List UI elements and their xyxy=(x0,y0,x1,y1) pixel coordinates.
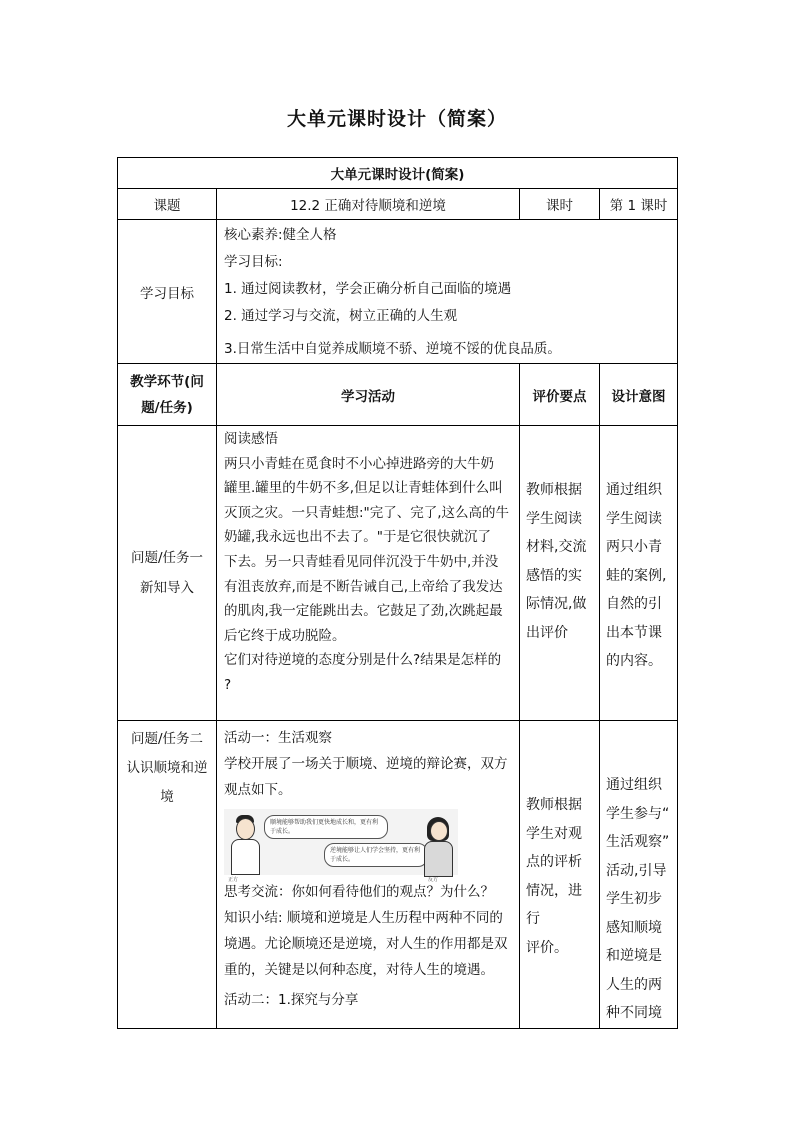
period-value: 第 1 课时 xyxy=(600,189,678,220)
task1-stage: 问题/任务一 新知导入 xyxy=(118,426,217,721)
task2-activity xyxy=(217,721,520,1029)
activity-line: 阅读感悟 xyxy=(224,431,278,447)
activity-line: 后它终于成功脱险。 xyxy=(224,627,346,644)
activity-line: 境遇。尤论顺境还是逆境，对人生的作用都是双 xyxy=(224,936,508,952)
intent-header: 设计意图 xyxy=(600,364,678,426)
activity-line: 下去。另一只青蛙看见同伴沉没于牛奶中,并没 xyxy=(224,553,499,570)
activity-line: 灭顶之灾。一只青蛙想:"完了、完了,这么高的牛 xyxy=(224,504,510,521)
objectives-cell xyxy=(217,220,678,364)
activity-line: 活动二：1.探究与分享 xyxy=(224,992,359,1008)
objective-line: 核心素养:健全人格 xyxy=(224,227,337,243)
period-label: 课时 xyxy=(520,189,600,220)
evaluation-header: 评价要点 xyxy=(520,364,600,426)
objective-line: 3.日常生活中自觉养成顺境不骄、逆境不馁的优良品质。 xyxy=(224,341,561,357)
boy-figure xyxy=(230,815,260,873)
task1-activity xyxy=(217,426,520,721)
activity-line: 活动一：生活观察 xyxy=(224,730,332,746)
debate-illustration xyxy=(224,809,458,883)
objective-line: 1. 通过阅读教材，学会正确分析自己面临的境遇 xyxy=(224,281,512,297)
lesson-plan-table xyxy=(117,157,678,1029)
document-title: 大单元课时设计（简案） xyxy=(286,108,507,130)
activity-line: 奶罐,我永远也出不去了。"于是它很快就沉了 xyxy=(224,529,492,546)
task2-intent: 通过组织 学生参与“ 生活观察” 活动,引导 学生初步 感知顺境 和逆境是 人生的两 种不同境 xyxy=(600,721,678,1029)
stage-header: 教学环节(问 题/任务) xyxy=(118,364,217,426)
activity-line: 知识小结: 顺境和逆境是人生历程中两种不同的 xyxy=(224,910,503,926)
speaker-right-label: 反方 xyxy=(428,877,439,883)
task1-evaluation: 教师根据 学生阅读 材料,交流 感悟的实 际情况,做 出评价 xyxy=(520,426,600,721)
activity-header: 学习活动 xyxy=(217,364,520,426)
task2-evaluation: 教师根据 学生对观 点的评析 情况，进行 评价。 xyxy=(520,721,600,1029)
activity-line: 的肌肉,我一定能跳出去。它鼓足了劲,次跳起最 xyxy=(224,603,503,620)
speech-bubble-left: 顺境能够帮助我们更快地成长和，更有利于成长。 xyxy=(264,815,388,839)
task2-stage: 问题/任务二 认识顺境和逆 境 xyxy=(118,721,217,1029)
activity-line: 思考交流：你如何看待他们的观点？为什么？ xyxy=(224,884,494,900)
activity-line: 有沮丧放弃,而是不断告诫自己,上帝给了我发达 xyxy=(224,578,503,595)
table-header: 大单元课时设计(简案) xyxy=(118,158,678,189)
activity-line: 学校开展了一场关于顺境、逆境的辩论赛，双方 xyxy=(224,756,508,772)
activity-line: 观点如下。 xyxy=(224,782,292,798)
activity-line: 它们对待逆境的态度分别是什么?结果是怎样的 xyxy=(224,652,502,669)
activity-line: ? xyxy=(224,676,232,693)
lesson-value: 12.2 正确对待顺境和逆境 xyxy=(217,189,520,220)
activity-line: 两只小青蛙在觅食时不小心掉进路旁的大牛奶 xyxy=(224,455,494,472)
speaker-left-label: 正方 xyxy=(228,877,239,883)
speech-bubble-right: 逆境能够让人们学会坚持，更有利于成长。 xyxy=(324,843,428,867)
task1-intent: 通过组织 学生阅读 两只小青 蛙的案例, 自然的引 出本节课 的内容。 xyxy=(600,426,678,721)
lesson-label: 课题 xyxy=(118,189,217,220)
objective-line: 学习目标: xyxy=(224,254,283,270)
objectives-label: 学习目标 xyxy=(118,220,217,364)
activity-line: 重的，关键是以何种态度，对待人生的境遇。 xyxy=(224,962,494,978)
objective-line: 2. 通过学习与交流，树立正确的人生观 xyxy=(224,308,458,324)
activity-line: 罐里.罐里的牛奶不多,但足以让青蛙体到什么叫 xyxy=(224,480,503,497)
